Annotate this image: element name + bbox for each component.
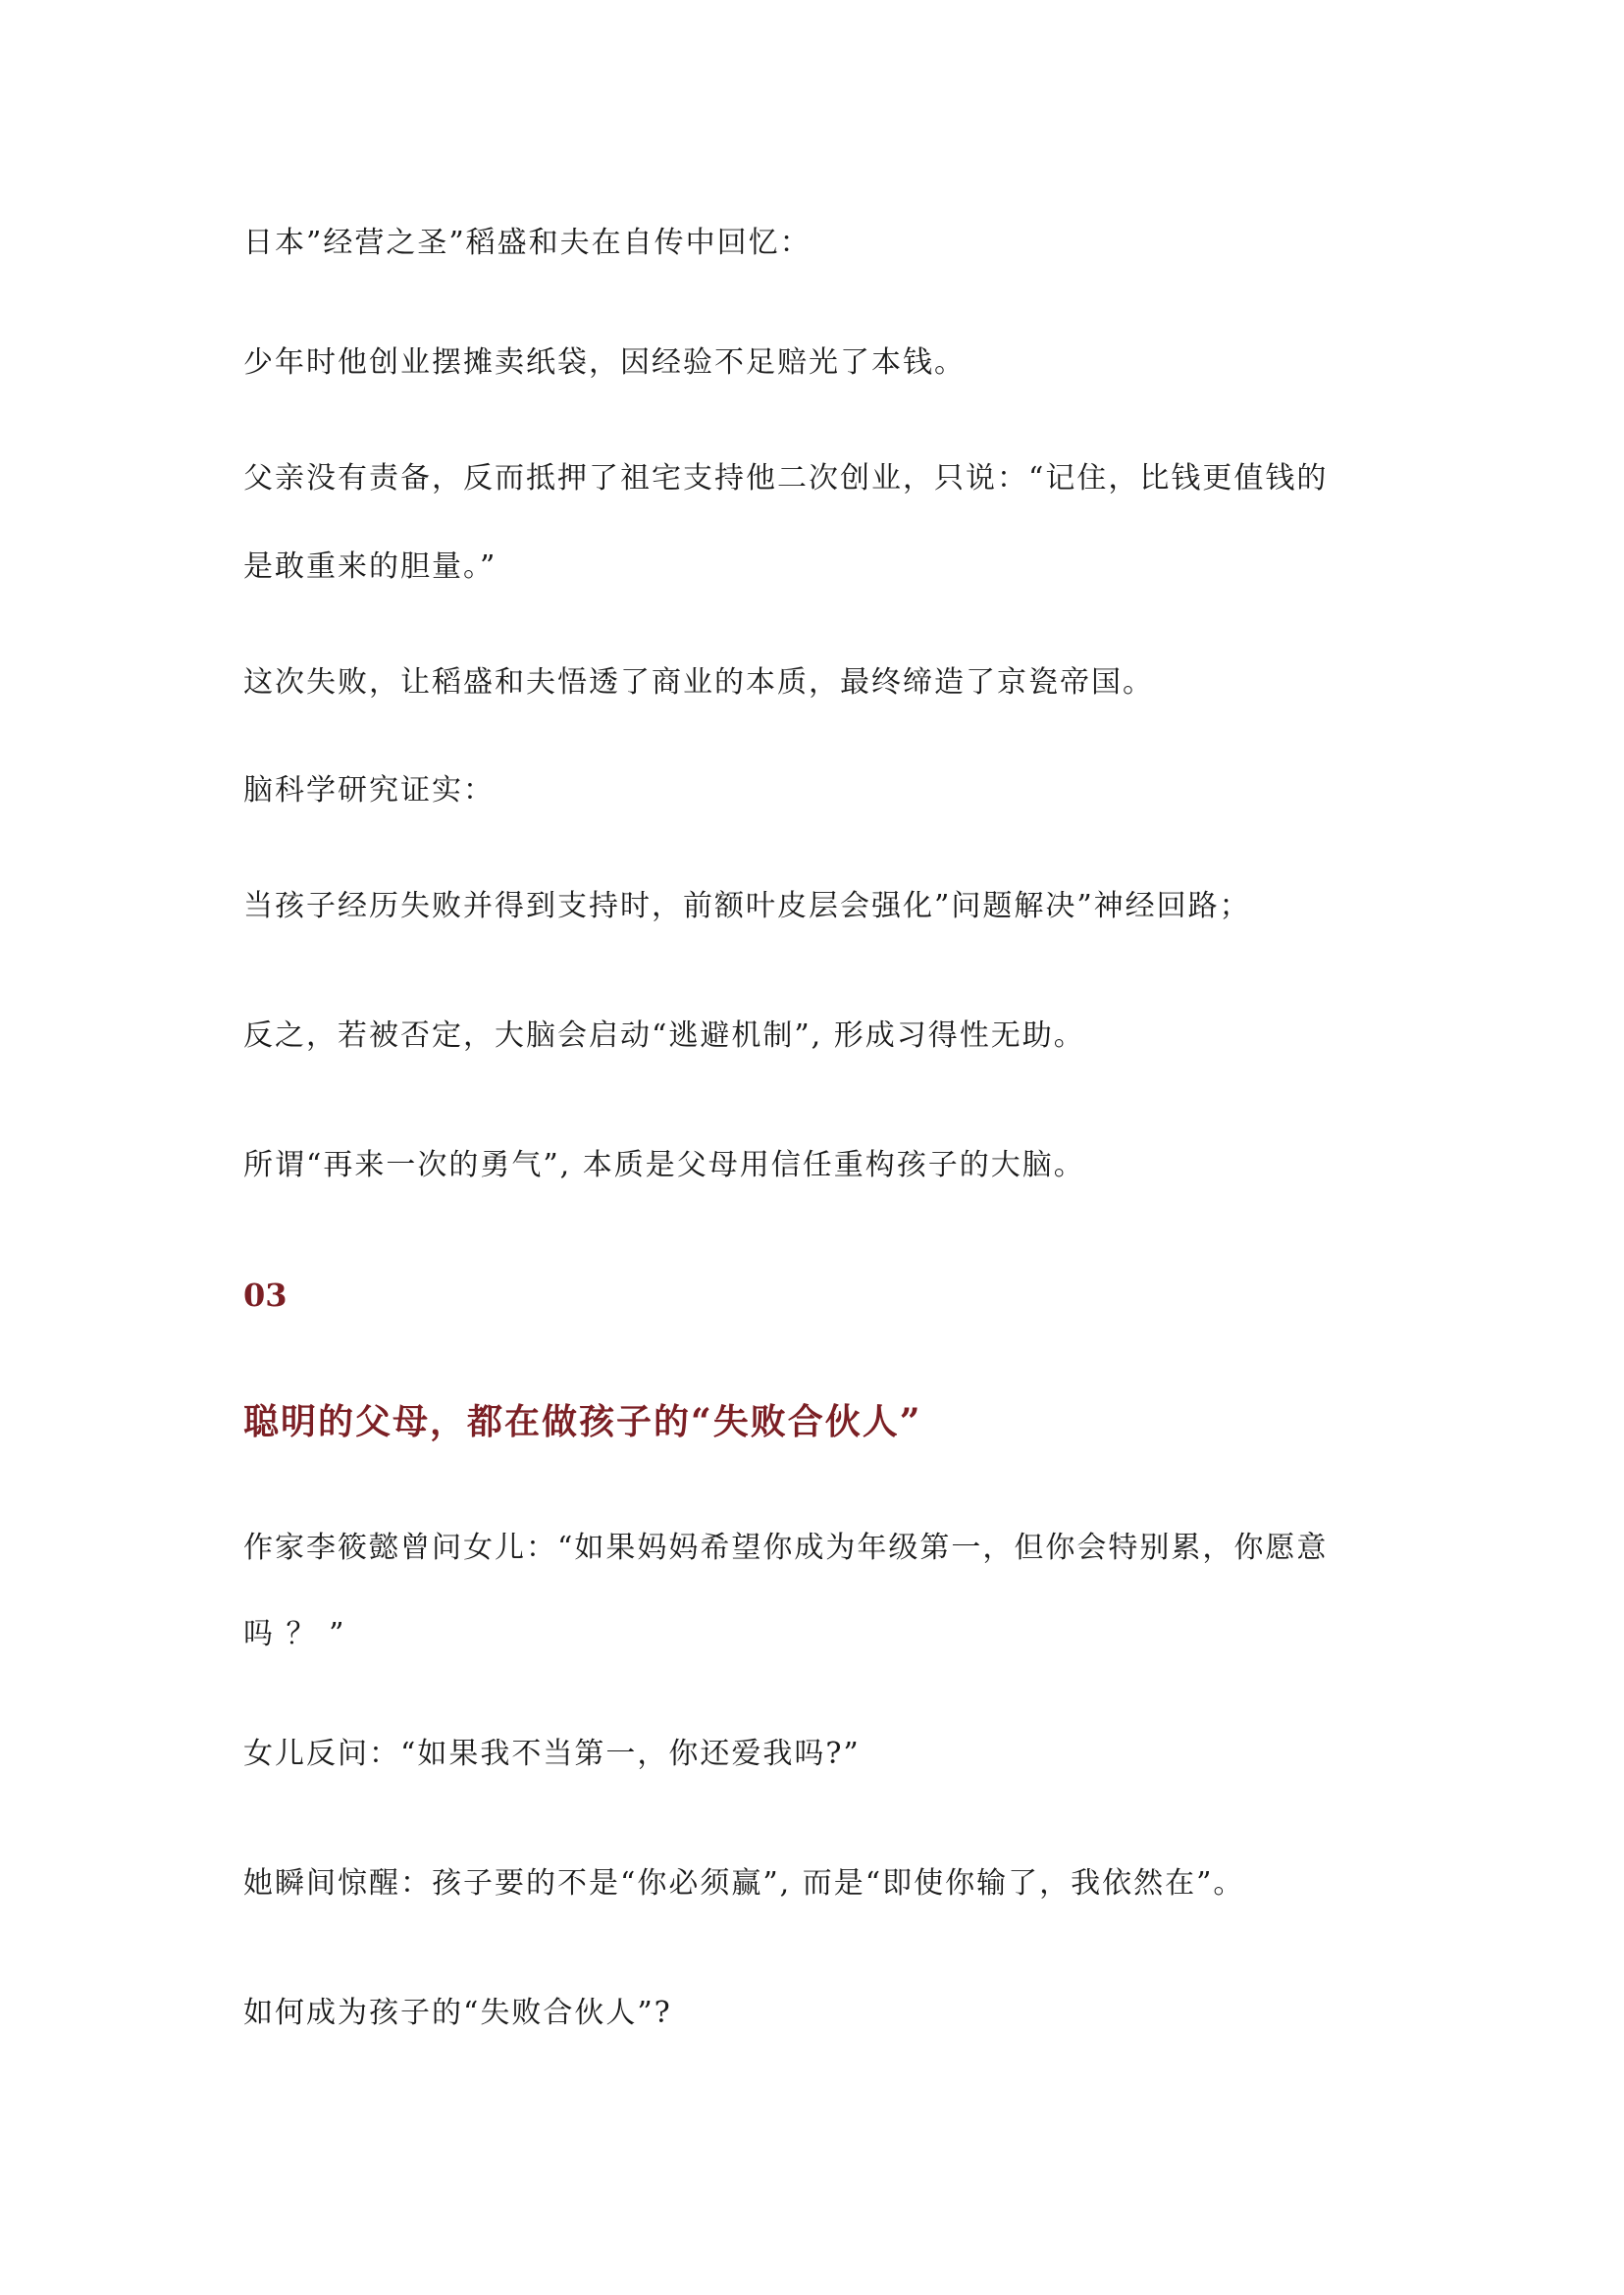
paragraph-inamori-intro: 日本”经营之圣”稻盛和夫在自传中回忆： <box>243 226 812 260</box>
section-number: 03 <box>243 1277 288 1314</box>
paragraph-realization: 她瞬间惊醒：孩子要的不是“你必须赢”, 而是“即使你输了，我依然在”。 <box>243 1866 1245 1901</box>
paragraph-prefrontal-cortex: 当孩子经历失败并得到支持时，前额叶皮层会强化”问题解决”神经回路； <box>243 889 1251 923</box>
paragraph-father-support-line1: 父亲没有责备，反而抵押了祖宅支持他二次创业，只说：“记住，比钱更值钱的 <box>243 461 1329 496</box>
paragraph-how-to-partner: 如何成为孩子的“失败合伙人”? <box>243 1996 672 2030</box>
paragraph-kyocera: 这次失败，让稻盛和夫悟透了商业的本质，最终缔造了京瓷帝国。 <box>243 665 1154 700</box>
paragraph-brain-science: 脑科学研究证实： <box>243 773 495 808</box>
paragraph-author-question-line2: 吗 ？ ” <box>243 1617 346 1651</box>
paragraph-father-support-line2: 是敢重来的胆量。” <box>243 549 498 584</box>
section-title: 聪明的父母，都在做孩子的“失败合伙人” <box>243 1401 922 1442</box>
paragraph-learned-helplessness: 反之，若被否定，大脑会启动“逃避机制”, 形成习得性无助。 <box>243 1018 1085 1053</box>
paragraph-daughter-reply: 女儿反问：“如果我不当第一，你还爱我吗?” <box>243 1737 861 1771</box>
paragraph-paper-bag-business: 少年时他创业摆摊卖纸袋，因经验不足赔光了本钱。 <box>243 345 966 380</box>
paragraph-courage-again: 所谓“再来一次的勇气”, 本质是父母用信任重构孩子的大脑。 <box>243 1148 1085 1182</box>
paragraph-author-question-line1: 作家李筱懿曾问女儿：“如果妈妈希望你成为年级第一，但你会特别累，你愿意 <box>243 1531 1329 1565</box>
